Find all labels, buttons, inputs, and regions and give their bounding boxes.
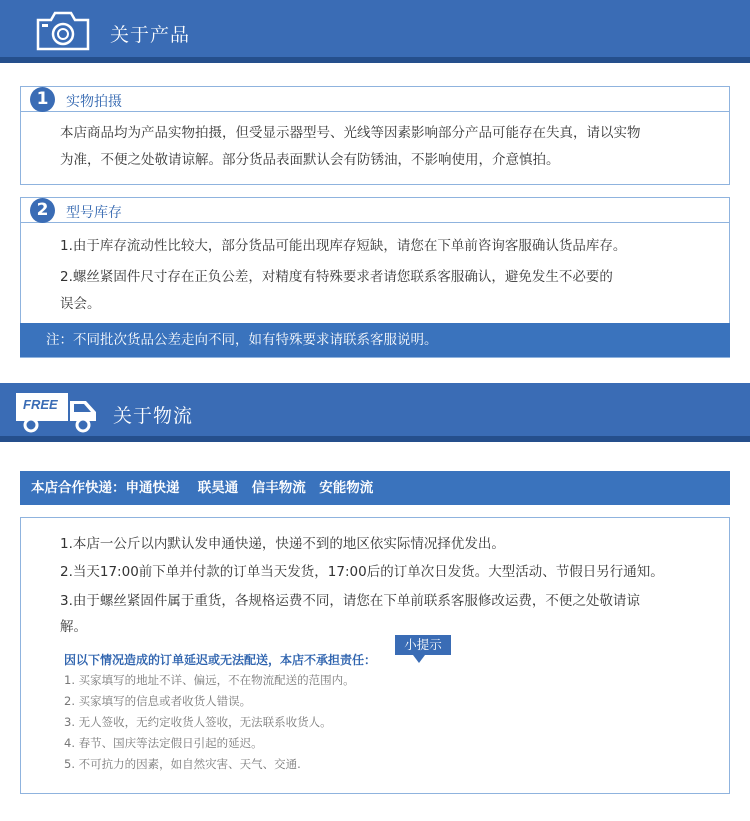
photo-line-2: 为准，不便之处敬请谅解。部分货品表面默认会有防锈油，不影响使用，介意慎拍。 [60, 152, 560, 168]
express-partners-bar: 本店合作快递：申通快递 联昊通 信丰物流 安能物流 [20, 471, 730, 505]
logistics-section-banner [0, 383, 750, 442]
section-title-logistics: 关于物流 [113, 405, 194, 427]
tip-item-5: 5. 不可抗力的因素，如自然灾害、天气、交通. [64, 757, 301, 771]
truck-icon [14, 387, 100, 439]
logistics-line-4: 解。 [60, 619, 87, 635]
camera-icon [35, 10, 91, 56]
tolerance-note: 注：不同批次货品公差走向不同，如有特殊要求请联系客服说明。 [20, 323, 730, 357]
tip-badge: 小提示 [395, 635, 451, 655]
tip-item-1: 1. 买家填写的地址不详、偏远，不在物流配送的范围内。 [64, 673, 355, 687]
stock-line-1: 1.由于库存流动性比较大，部分货品可能出现库存短缺，请您在下单前咨询客服确认货品库存。 [60, 238, 627, 254]
stock-box-title: 型号库存 [66, 205, 122, 221]
stock-box-header [21, 198, 729, 223]
logistics-line-1: 1.本店一公斤以内默认发申通快递，快递不到的地区依实际情况择优发出。 [60, 536, 505, 552]
photo-box-header [21, 87, 729, 112]
logistics-line-2: 2.当天17:00前下单并付款的订单当天发货，17:00后的订单次日发货。大型活动、节假日另行通知。 [60, 564, 664, 580]
logistics-line-3: 3.由于螺丝紧固件属于重货，各规格运费不同，请您在下单前联系客服修改运费，不便之处敬请谅 [60, 593, 640, 609]
tip-item-3: 3. 无人签收，无约定收货人签收，无法联系收货人。 [64, 715, 332, 729]
tip-item-4: 4. 春节、国庆等法定假日引起的延迟。 [64, 736, 263, 750]
photo-box-title: 实物拍摄 [66, 94, 122, 110]
number-badge: 2 [30, 198, 55, 223]
section-title-product: 关于产品 [110, 24, 191, 46]
banner-stripe [0, 57, 750, 63]
photo-line-1: 本店商品均为产品实物拍摄，但受显示器型号、光线等因素影响部分产品可能存在失真，请以实物 [60, 125, 641, 141]
tip-item-2: 2. 买家填写的信息或者收货人错误。 [64, 694, 252, 708]
product-section-banner [0, 0, 750, 63]
number-badge: 1 [30, 87, 55, 112]
free-shipping-label: FREE [23, 397, 58, 412]
tip-heading: 因以下情况造成的订单延迟或无法配送，本店不承担责任： [64, 653, 377, 667]
stock-line-2: 2.螺丝紧固件尺寸存在正负公差，对精度有特殊要求者请您联系客服确认，避免发生不必要的 [60, 269, 613, 285]
banner-stripe [0, 436, 750, 442]
stock-line-3: 误会。 [60, 296, 101, 312]
